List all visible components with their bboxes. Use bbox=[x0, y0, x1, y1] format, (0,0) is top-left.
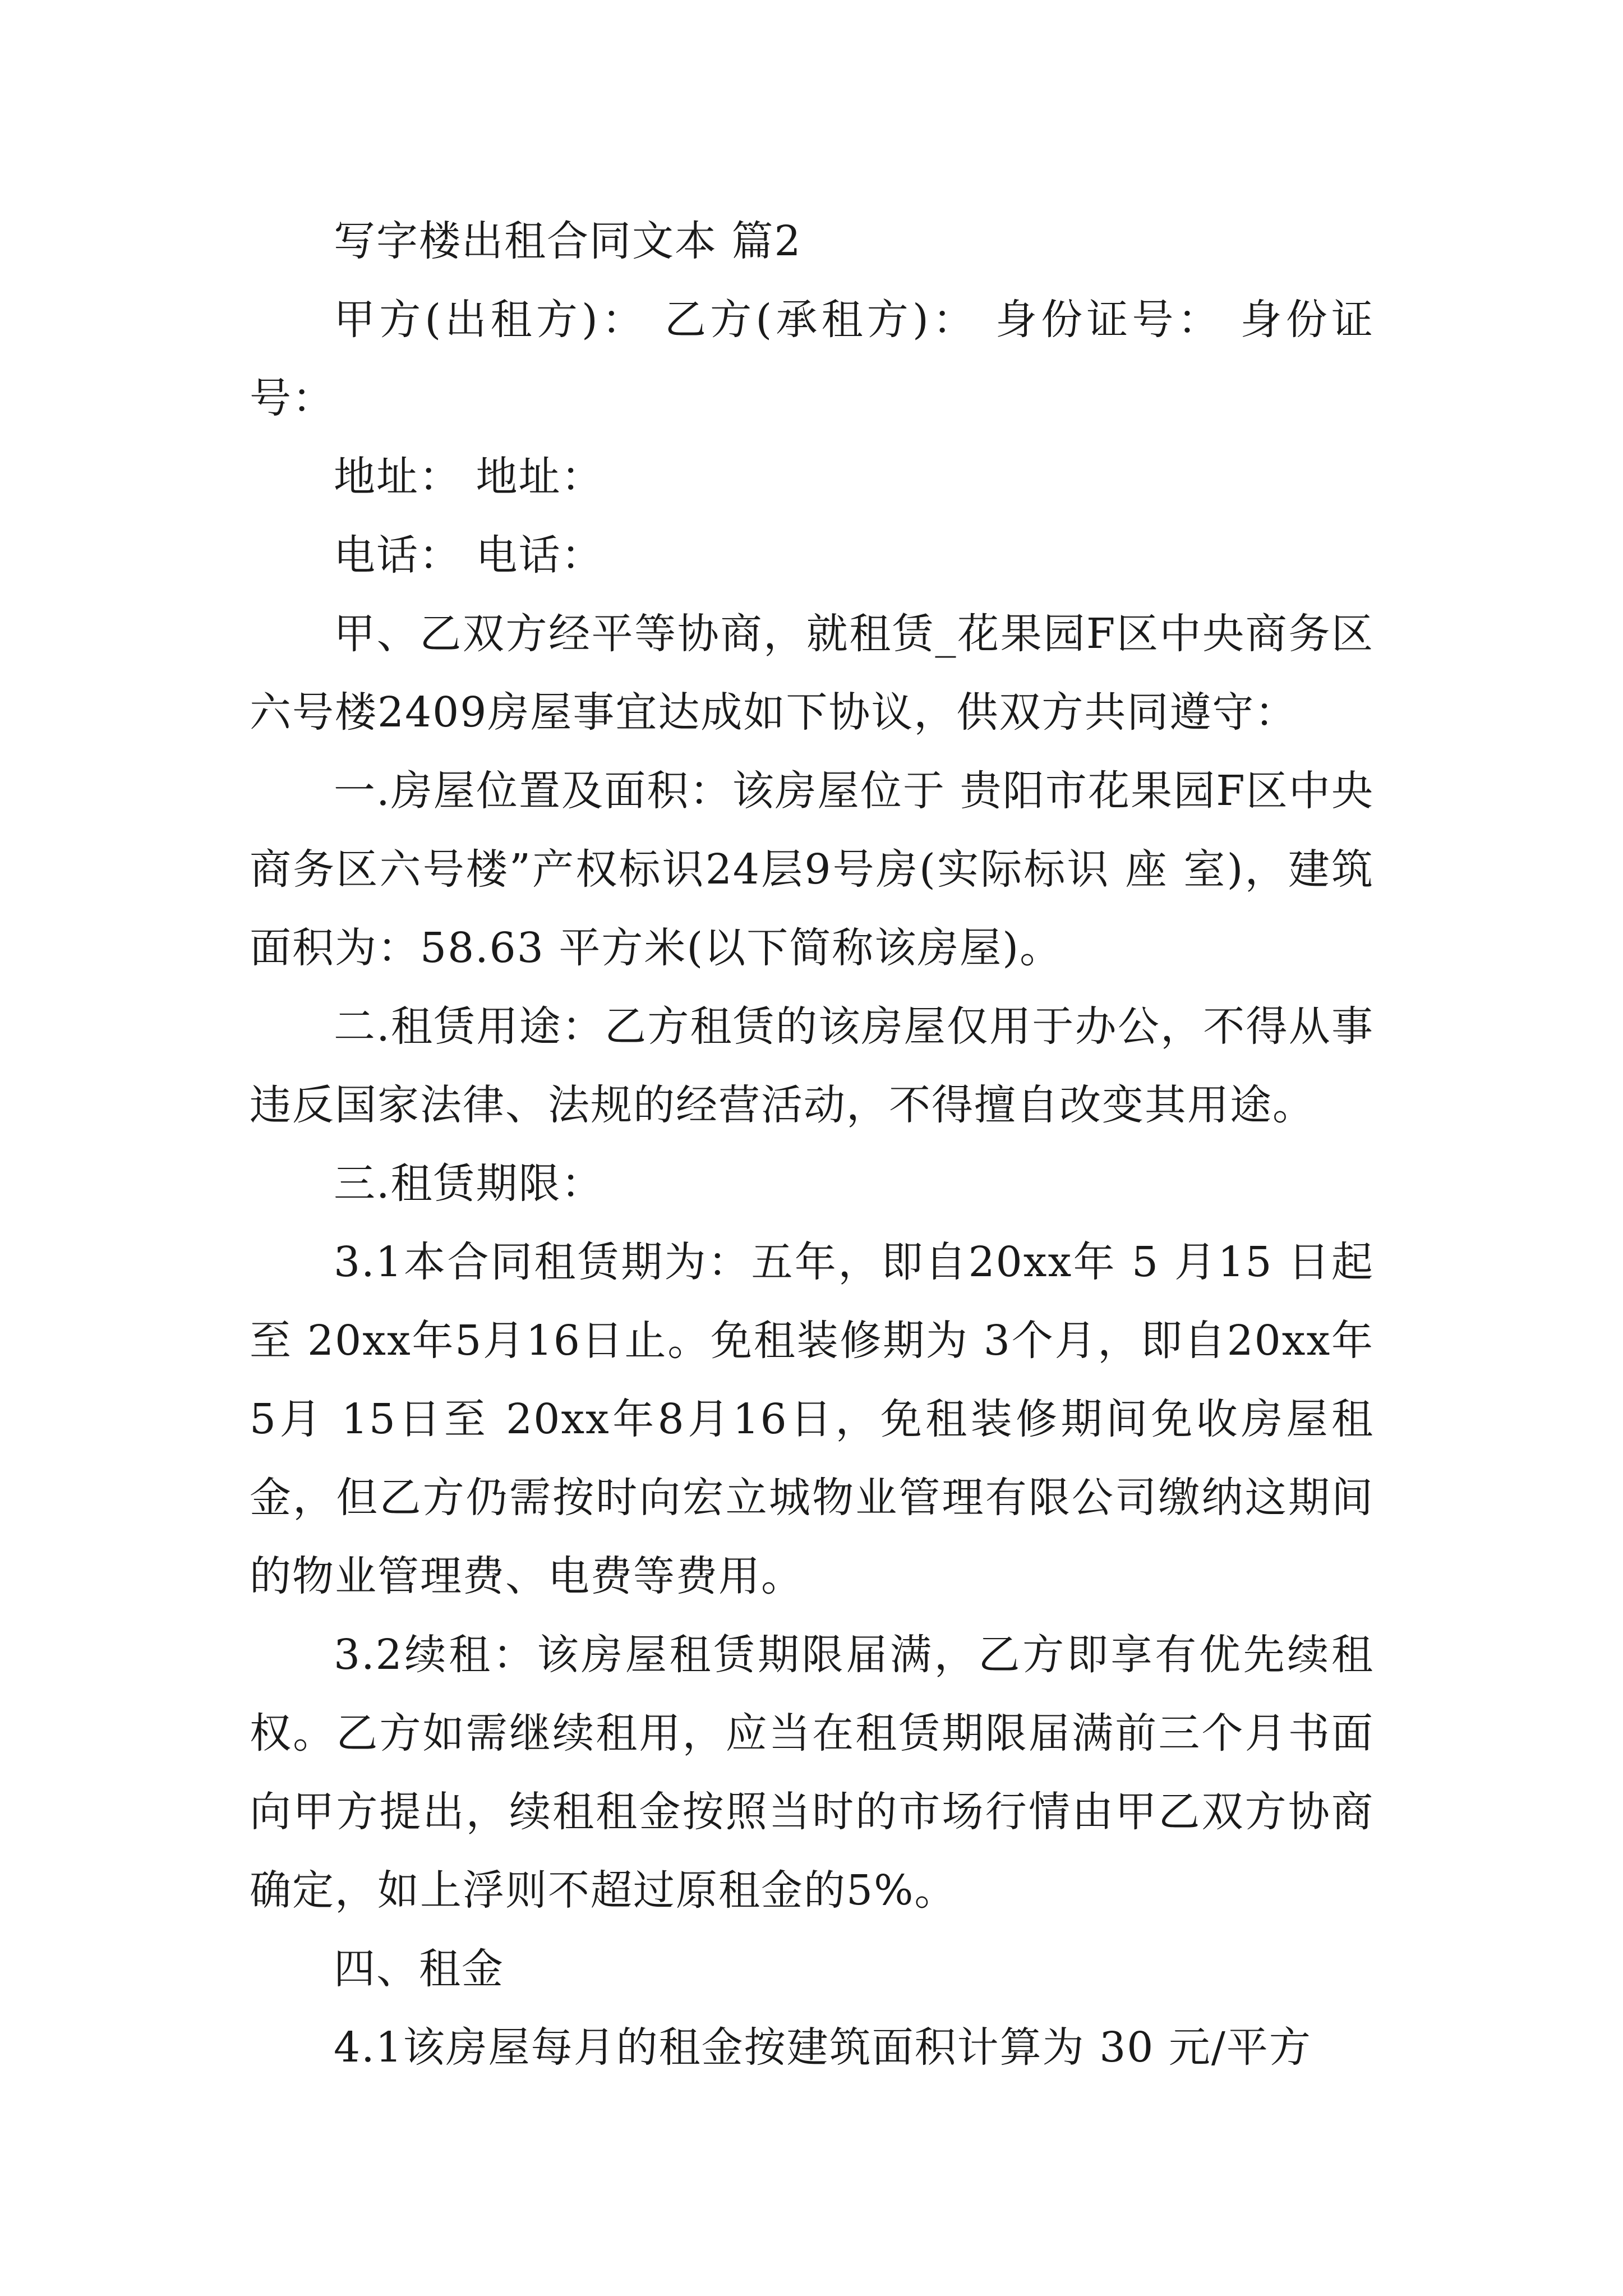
clause-2-purpose: 二.租赁用途：乙方租赁的该房屋仅用于办公，不得从事违反国家法律、法规的经营活动，不得擅自改变其用途。 bbox=[250, 1002, 1374, 1129]
clause-1-location-area: 一.房屋位置及面积：该房屋位于 贵阳市花果园F区中央商务区六号楼”产权标识24层9号房(实际标识 座 室)，建筑面积为：58.63 平方米(以下简称该房屋)。 bbox=[250, 767, 1374, 972]
clause-3-2-renewal: 3.2续租：该房屋租赁期限届满，乙方即享有优先续租权。乙方如需继续租用，应当在租赁期限届满前三个月书面向甲方提出，续租租金按照当时的市场行情由甲乙双方协商确定，如上浮则不超过原租金的5%。 bbox=[250, 1631, 1374, 1915]
clause-3-1-term: 3.1本合同租赁期为：五年，即自20xx年 5 月15 日起至 20xx年5月16日止。免租装修期为 3个月，即自20xx年5月 15日至 20xx年8月16日，免租装修期间免收房屋租金，但乙方仍需按时向宏立城物业管理有限公司缴纳这期间的物业管理费、电费等费用。 bbox=[250, 1238, 1374, 1600]
address-line: 地址： 地址： bbox=[334, 453, 604, 501]
phone-line: 电话： 电话： bbox=[334, 531, 604, 579]
document-title: 写字楼出租合同文本 篇2 bbox=[334, 217, 802, 265]
clause-4-1-rent: 4.1该房屋每月的租金按建筑面积计算为 30 元/平方 bbox=[334, 2023, 1312, 2072]
document-body bbox=[250, 202, 1374, 2087]
parties-line: 甲方(出租方)： 乙方(承租方)： 身份证号： 身份证号： bbox=[250, 296, 1374, 422]
clause-3-heading: 三.租赁期限： bbox=[334, 1159, 604, 1208]
clause-4-heading: 四、租金 bbox=[334, 1945, 504, 1993]
agreement-intro: 甲、乙双方经平等协商，就租赁_花果园F区中央商务区六号楼2409房屋事宜达成如下协议，供双方共同遵守： bbox=[250, 610, 1374, 737]
